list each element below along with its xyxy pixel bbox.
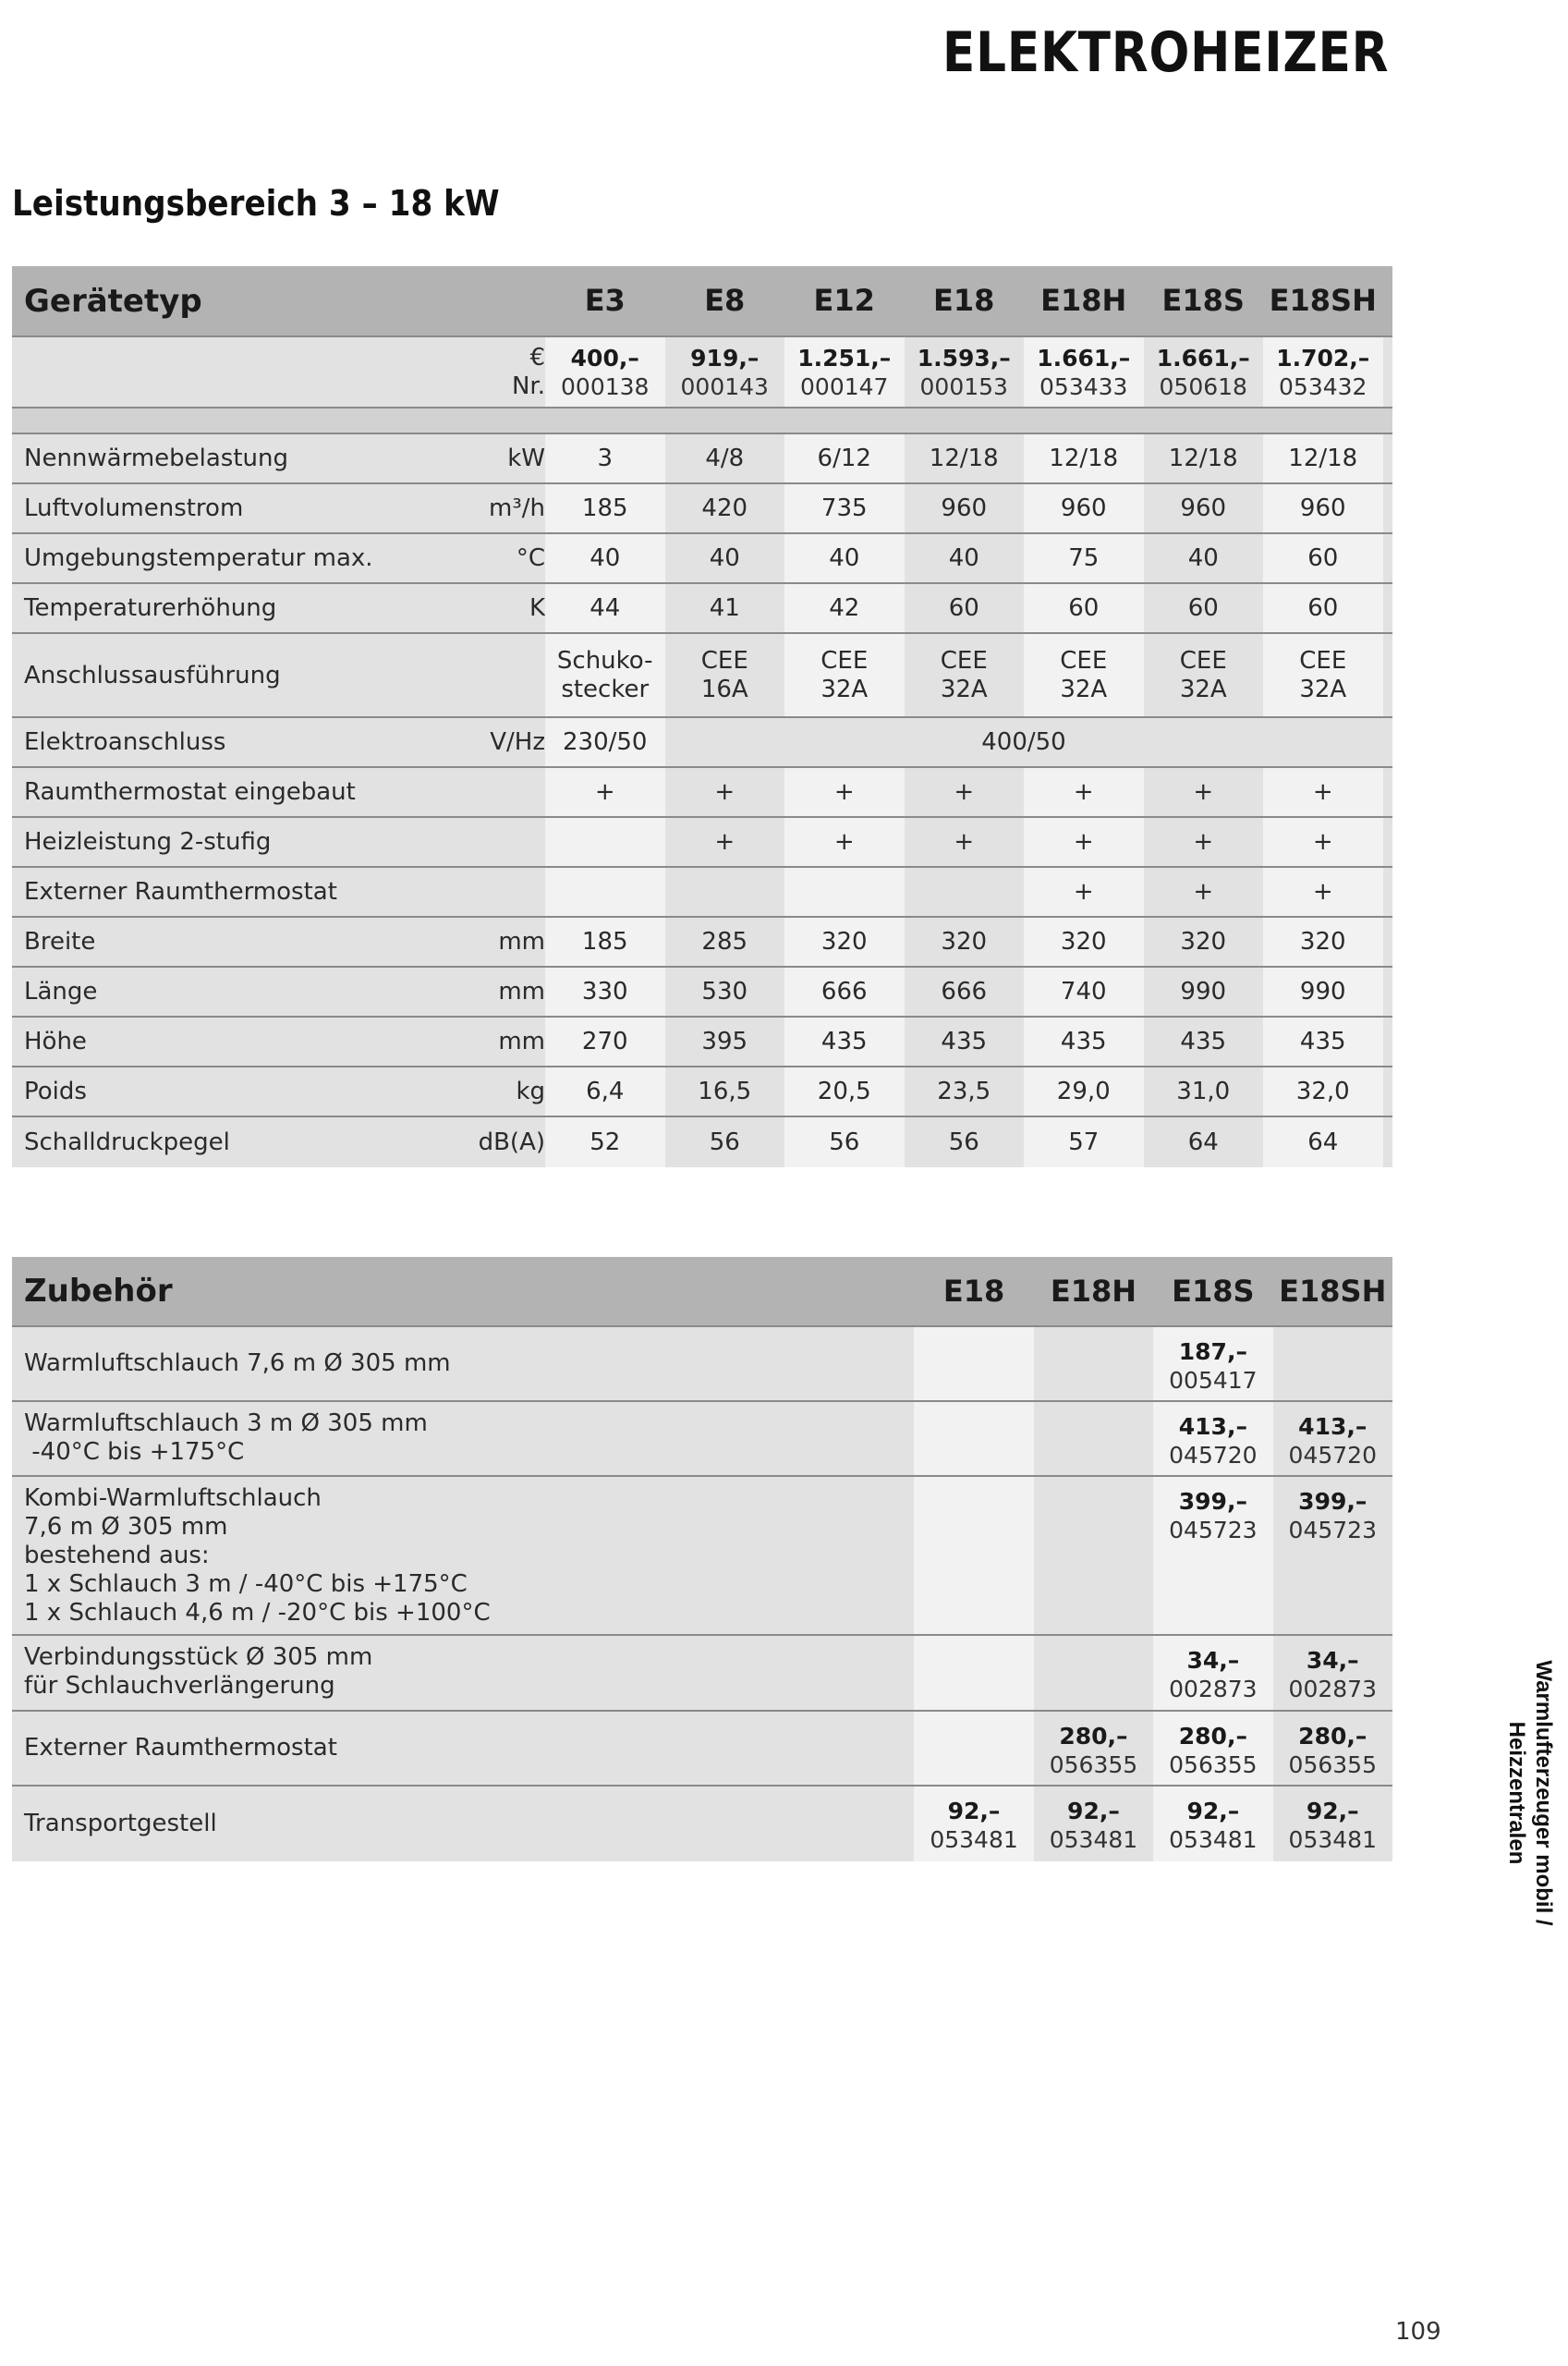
article-number: 002873	[1288, 1676, 1377, 1702]
value-cell: 60	[905, 584, 1025, 632]
price-value: 280,–	[1298, 1723, 1367, 1750]
article-number: 053481	[1169, 1826, 1258, 1853]
row-label: Umgebungstemperatur max.	[24, 544, 373, 572]
price-value: 280,–	[1178, 1723, 1247, 1750]
price-cell	[1024, 337, 1144, 407]
model-header: E18SH	[1269, 283, 1377, 318]
article-number: 056355	[1288, 1751, 1377, 1778]
row-unit	[492, 634, 545, 716]
article-number: 000143	[680, 372, 769, 400]
accessory-label-line: 1 x Schlauch 3 m / -40°C bis +175°C	[24, 1570, 468, 1598]
value-cell: 23,5	[905, 1067, 1025, 1116]
value-cell: 40	[665, 534, 785, 582]
price-value: 280,–	[1059, 1723, 1128, 1750]
accessory-label-line: Warmluftschlauch 7,6 m Ø 305 mm	[24, 1349, 451, 1377]
price-cell	[784, 337, 905, 407]
model-header: E8	[704, 283, 746, 318]
value-cell: 4/8	[665, 434, 785, 482]
value-cell: 960	[1144, 484, 1264, 532]
row-label: Länge	[24, 978, 98, 1006]
row-label: Elektroanschluss	[24, 728, 226, 756]
article-number: 000147	[800, 372, 889, 400]
price-value: 92,–	[1306, 1798, 1359, 1824]
accessory-cell	[914, 1477, 1033, 1634]
value-cell: 435	[1263, 1018, 1383, 1066]
article-number: 056355	[1169, 1751, 1258, 1778]
row-unit: K	[529, 594, 545, 622]
row-label: Luftvolumenstrom	[24, 494, 244, 522]
value-cell: 52	[545, 1117, 665, 1167]
connection-line1: CEE	[940, 646, 988, 675]
value-cell: 60	[1263, 534, 1383, 582]
value-cell: 56	[905, 1117, 1025, 1167]
accessory-cell	[1153, 1477, 1272, 1634]
article-number: 000153	[919, 372, 1008, 400]
table-row	[12, 1067, 1392, 1117]
value-cell: 395	[665, 1018, 785, 1066]
row-unit	[492, 818, 545, 866]
value-cell: 735	[784, 484, 905, 532]
value-cell: 185	[545, 918, 665, 966]
model-header: E18	[942, 1273, 1005, 1309]
value-cell: 40	[784, 534, 905, 582]
price-value: 413,–	[1178, 1413, 1247, 1440]
value-cell: 44	[545, 584, 665, 632]
row-label: Anschlussausführung	[24, 661, 281, 689]
accessory-cell	[1273, 1787, 1392, 1861]
value-cell: 56	[784, 1117, 905, 1167]
page-title: ELEKTROHEIZER	[942, 20, 1390, 85]
value-cell: 12/18	[1263, 434, 1383, 482]
price-cell	[1263, 337, 1383, 407]
price-value: 399,–	[1178, 1488, 1247, 1515]
row-unit: kg	[516, 1078, 545, 1105]
table-row	[12, 534, 1392, 584]
value-cell: 60	[1024, 584, 1144, 632]
value-cell: +	[1263, 768, 1383, 816]
value-cell: 41	[665, 584, 785, 632]
header-label: Gerätetyp	[24, 282, 202, 320]
value-cell	[905, 868, 1025, 916]
row-label: Schalldruckpegel	[24, 1128, 230, 1156]
table-row	[12, 584, 1392, 634]
price-value: 1.661,–	[1156, 344, 1250, 372]
row-unit: V/Hz	[490, 728, 545, 756]
value-cell: 320	[784, 918, 905, 966]
accessory-label-line: für Schlauchverlängerung	[24, 1672, 335, 1700]
accessory-label	[12, 1787, 914, 1861]
row-unit: dB(A)	[478, 1128, 545, 1156]
accessory-cell	[1034, 1787, 1153, 1861]
value-cell: 330	[545, 968, 665, 1016]
connection-cell	[905, 634, 1025, 716]
accessory-cell	[1273, 1327, 1392, 1400]
article-number: 056355	[1049, 1751, 1138, 1778]
accessory-row	[12, 1636, 1392, 1712]
article-number: 053481	[1049, 1826, 1138, 1853]
table-row	[12, 868, 1392, 918]
table-row	[12, 1018, 1392, 1067]
table-header-row	[12, 1257, 1392, 1327]
accessories-table	[12, 1257, 1392, 1861]
value-cell: +	[784, 768, 905, 816]
accessory-row	[12, 1712, 1392, 1787]
value-cell: 185	[545, 484, 665, 532]
value-cell: 40	[1144, 534, 1264, 582]
value-cell: +	[1024, 818, 1144, 866]
row-label: Poids	[24, 1078, 87, 1105]
model-header: E18	[933, 283, 995, 318]
table-row	[12, 634, 1392, 718]
value-cell: +	[1144, 868, 1264, 916]
value-cell: 990	[1144, 968, 1264, 1016]
price-value: 400,–	[570, 344, 639, 372]
accessory-label-line: Warmluftschlauch 3 m Ø 305 mm	[24, 1409, 428, 1437]
price-value: 187,–	[1178, 1338, 1247, 1365]
price-value: 34,–	[1186, 1647, 1240, 1674]
accessory-row	[12, 1327, 1392, 1402]
accessory-cell	[1034, 1402, 1153, 1475]
connection-line1: CEE	[1060, 646, 1108, 675]
accessory-row	[12, 1787, 1392, 1861]
accessory-cell	[914, 1787, 1033, 1861]
accessory-cell	[1153, 1402, 1272, 1475]
article-number: 045720	[1169, 1442, 1258, 1469]
value-cell: 666	[784, 968, 905, 1016]
price-row-label-blank	[12, 337, 492, 407]
article-number: 005417	[1169, 1367, 1258, 1394]
connection-cell	[1263, 634, 1383, 716]
row-label: Raumthermostat eingebaut	[24, 778, 356, 806]
value-cell: 12/18	[1144, 434, 1264, 482]
article-number: 053481	[1288, 1826, 1377, 1853]
value-cell: 435	[1024, 1018, 1144, 1066]
value-cell	[545, 818, 665, 866]
connection-line1: Schuko-	[556, 646, 653, 675]
table-header-row	[12, 266, 1392, 337]
value-cell: 320	[1263, 918, 1383, 966]
row-label: Höhe	[24, 1028, 87, 1055]
row-unit	[492, 868, 545, 916]
row-label: Temperaturerhöhung	[24, 594, 277, 622]
article-number: 000138	[561, 372, 650, 400]
model-header: E18H	[1050, 1273, 1137, 1309]
accessory-label	[12, 1327, 914, 1400]
accessory-cell	[1153, 1636, 1272, 1710]
side-tab-label	[1501, 1650, 1557, 1936]
accessory-cell	[1153, 1327, 1272, 1400]
value-cell	[665, 868, 785, 916]
accessory-cell	[1034, 1636, 1153, 1710]
page-number: 109	[1395, 2318, 1441, 2346]
price-cell	[545, 337, 665, 407]
accessory-cell	[1034, 1477, 1153, 1634]
value-cell: 60	[1144, 584, 1264, 632]
model-header: E12	[813, 283, 875, 318]
accessory-cell	[1273, 1477, 1392, 1634]
connection-line1: CEE	[1179, 646, 1227, 675]
accessory-cell	[914, 1636, 1033, 1710]
price-value: 1.702,–	[1276, 344, 1370, 372]
row-unit: m³/h	[489, 494, 545, 522]
value-cell: 230/50	[545, 718, 665, 766]
row-unit: °C	[516, 544, 545, 572]
value-cell: 12/18	[1024, 434, 1144, 482]
value-cell: 285	[665, 918, 785, 966]
value-cell-span: 400/50	[665, 718, 1383, 766]
table-row	[12, 768, 1392, 818]
value-cell: 6,4	[545, 1067, 665, 1116]
connection-line2: 16A	[700, 675, 748, 703]
model-header: E3	[584, 283, 626, 318]
accessory-cell	[1153, 1712, 1272, 1785]
price-row	[12, 337, 1392, 409]
value-cell: 320	[1024, 918, 1144, 966]
price-value: 34,–	[1306, 1647, 1359, 1674]
value-cell: 64	[1144, 1117, 1264, 1167]
price-value: 92,–	[947, 1798, 1001, 1824]
accessory-label	[12, 1712, 914, 1785]
value-cell: 56	[665, 1117, 785, 1167]
accessory-cell	[1153, 1787, 1272, 1861]
value-cell: 435	[905, 1018, 1025, 1066]
row-unit: mm	[498, 1028, 545, 1055]
price-value: 413,–	[1298, 1413, 1367, 1440]
row-label: Heizleistung 2-stufig	[24, 828, 272, 856]
value-cell: 320	[905, 918, 1025, 966]
model-header: E18S	[1172, 1273, 1255, 1309]
table-row	[12, 434, 1392, 484]
article-number: 045723	[1169, 1517, 1258, 1543]
value-cell: 320	[1144, 918, 1264, 966]
connection-line1: CEE	[700, 646, 748, 675]
connection-line2: 32A	[820, 675, 869, 703]
price-cell	[905, 337, 1025, 407]
header-unit-blank	[492, 266, 545, 335]
row-label: Externer Raumthermostat	[24, 878, 337, 906]
price-value: 1.593,–	[917, 344, 1011, 372]
value-cell: 530	[665, 968, 785, 1016]
price-value: 92,–	[1186, 1798, 1240, 1824]
value-cell: +	[1144, 768, 1264, 816]
accessory-cell	[1273, 1402, 1392, 1475]
connection-cell	[1144, 634, 1264, 716]
accessory-label-line: bestehend aus:	[24, 1542, 210, 1569]
accessory-label-line: 1 x Schlauch 4,6 m / -20°C bis +100°C	[24, 1599, 491, 1627]
value-cell: +	[784, 818, 905, 866]
value-cell: +	[665, 818, 785, 866]
accessory-cell	[914, 1402, 1033, 1475]
row-unit	[492, 768, 545, 816]
accessory-label-line: Externer Raumthermostat	[24, 1734, 337, 1762]
price-value: 92,–	[1067, 1798, 1120, 1824]
accessory-cell	[914, 1712, 1033, 1785]
side-text-line1: Warmlufterzeuger mobil /	[1531, 1660, 1556, 1926]
row-unit: mm	[498, 978, 545, 1006]
section-title: Leistungsbereich 3 – 18 kW	[12, 183, 500, 224]
value-cell	[545, 868, 665, 916]
value-cell: 3	[545, 434, 665, 482]
value-cell: +	[905, 768, 1025, 816]
accessory-cell	[1273, 1636, 1392, 1710]
table-row	[12, 718, 1392, 768]
accessory-label	[12, 1477, 914, 1634]
accessory-cell	[1034, 1327, 1153, 1400]
article-number: 050618	[1159, 372, 1247, 400]
value-cell: 435	[1144, 1018, 1264, 1066]
article-number: 053432	[1279, 372, 1367, 400]
value-cell: +	[1263, 818, 1383, 866]
connection-cell	[784, 634, 905, 716]
value-cell: 6/12	[784, 434, 905, 482]
price-value: 919,–	[690, 344, 760, 372]
value-cell: 20,5	[784, 1067, 905, 1116]
value-cell: +	[905, 818, 1025, 866]
connection-cell	[665, 634, 785, 716]
article-number: 045723	[1288, 1517, 1377, 1543]
value-cell: +	[1144, 818, 1264, 866]
value-cell: 31,0	[1144, 1067, 1264, 1116]
table-row	[12, 818, 1392, 868]
price-cell	[1144, 337, 1264, 407]
row-unit: kW	[507, 445, 545, 472]
value-cell: 29,0	[1024, 1067, 1144, 1116]
euro-label: €	[529, 343, 545, 372]
table-row	[12, 968, 1392, 1018]
accessory-label	[12, 1636, 914, 1710]
article-number: 002873	[1169, 1676, 1258, 1702]
accessory-label	[12, 1402, 914, 1475]
article-number: 053433	[1039, 372, 1128, 400]
side-text-line2: Heizzentralen	[1504, 1721, 1529, 1865]
accessory-row	[12, 1402, 1392, 1477]
model-header: E18H	[1040, 283, 1127, 318]
value-cell: +	[1024, 868, 1144, 916]
row-label: Nennwärmebelastung	[24, 445, 289, 472]
price-value: 1.251,–	[797, 344, 892, 372]
price-value: 399,–	[1298, 1488, 1367, 1515]
spacer-row	[12, 409, 1392, 434]
accessory-label-line: Kombi-Warmluftschlauch	[24, 1484, 322, 1512]
table-row	[12, 484, 1392, 534]
value-cell: 64	[1263, 1117, 1383, 1167]
value-cell: 32,0	[1263, 1067, 1383, 1116]
nr-label: Nr.	[511, 372, 545, 400]
value-cell: 420	[665, 484, 785, 532]
article-number: 045720	[1288, 1442, 1377, 1469]
value-cell: 16,5	[665, 1067, 785, 1116]
connection-line2: 32A	[940, 675, 988, 703]
value-cell: +	[545, 768, 665, 816]
row-unit: mm	[498, 928, 545, 956]
model-header: E18S	[1161, 283, 1245, 318]
accessory-label-line: 7,6 m Ø 305 mm	[24, 1513, 228, 1541]
value-cell: 435	[784, 1018, 905, 1066]
price-units	[492, 337, 545, 407]
value-cell: 12/18	[905, 434, 1025, 482]
accessory-label-line: Verbindungsstück Ø 305 mm	[24, 1643, 373, 1671]
connection-line2: 32A	[1179, 675, 1227, 703]
article-number: 053481	[930, 1826, 1018, 1853]
connection-line1: CEE	[1299, 646, 1347, 675]
value-cell: 740	[1024, 968, 1144, 1016]
accessory-cell	[914, 1327, 1033, 1400]
model-header: E18SH	[1279, 1273, 1387, 1309]
specs-table	[12, 266, 1392, 1167]
price-cell	[665, 337, 785, 407]
connection-line2: 32A	[1060, 675, 1108, 703]
value-cell: 666	[905, 968, 1025, 1016]
value-cell: +	[665, 768, 785, 816]
value-cell: +	[1024, 768, 1144, 816]
connection-line1: CEE	[820, 646, 869, 675]
connection-line2: 32A	[1299, 675, 1347, 703]
price-value: 1.661,–	[1037, 344, 1131, 372]
accessory-label-line: -40°C bis +175°C	[24, 1438, 245, 1466]
value-cell: 40	[905, 534, 1025, 582]
value-cell: 960	[1024, 484, 1144, 532]
value-cell: +	[1263, 868, 1383, 916]
table-row	[12, 1117, 1392, 1167]
table-row	[12, 918, 1392, 968]
connection-line2: stecker	[561, 675, 650, 703]
value-cell: 960	[905, 484, 1025, 532]
value-cell: 990	[1263, 968, 1383, 1016]
accessory-label-line: Transportgestell	[24, 1810, 217, 1837]
connection-cell	[545, 634, 665, 716]
value-cell: 960	[1263, 484, 1383, 532]
value-cell: 75	[1024, 534, 1144, 582]
header-label: Zubehör	[24, 1272, 173, 1310]
row-label: Breite	[24, 928, 96, 956]
accessory-cell	[1273, 1712, 1392, 1785]
accessory-row	[12, 1477, 1392, 1636]
value-cell: 60	[1263, 584, 1383, 632]
accessory-cell	[1034, 1712, 1153, 1785]
value-cell: 57	[1024, 1117, 1144, 1167]
connection-cell	[1024, 634, 1144, 716]
value-cell: 270	[545, 1018, 665, 1066]
value-cell	[784, 868, 905, 916]
value-cell: 40	[545, 534, 665, 582]
value-cell: 42	[784, 584, 905, 632]
